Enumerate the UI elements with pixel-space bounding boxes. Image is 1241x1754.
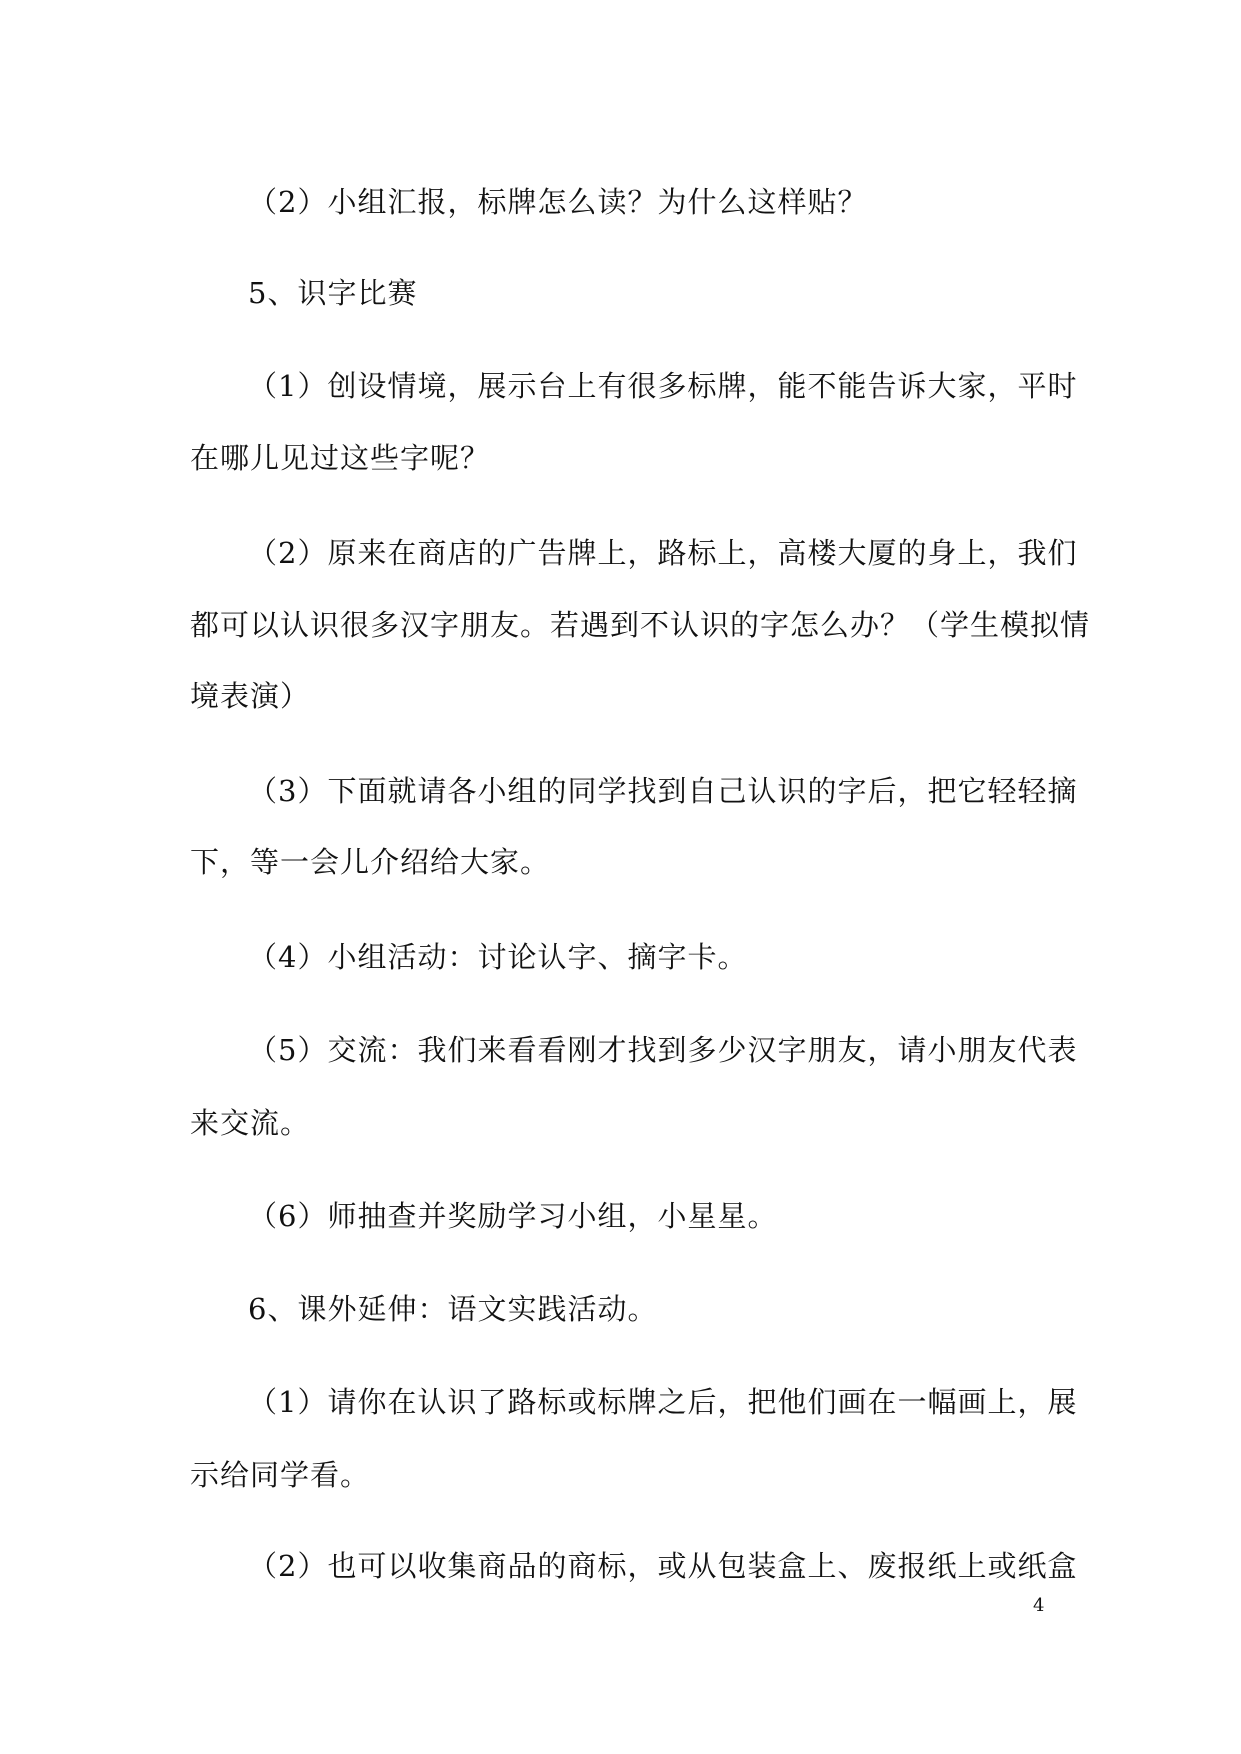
text-line-8: （3）下面就请各小组的同学找到自己认识的字后，把它轻轻摘 <box>248 774 1078 808</box>
text-line-4: 在哪儿见过这些字呢？ <box>190 441 491 475</box>
text-line-5: （2）原来在商店的广告牌上，路标上，高楼大厦的身上，我们 <box>248 536 1078 570</box>
text-line-2: 5、识字比赛 <box>248 276 418 310</box>
text-line-6: 都可以认识很多汉字朋友。若遇到不认识的字怎么办？（学生模拟情 <box>190 608 1091 642</box>
text-line-7: 境表演） <box>190 679 311 713</box>
text-line-9: 下，等一会儿介绍给大家。 <box>190 845 551 879</box>
page-number: 4 <box>1033 1595 1045 1616</box>
text-line-1: （2）小组汇报，标牌怎么读？为什么这样贴？ <box>248 185 868 219</box>
text-line-3: （1）创设情境，展示台上有很多标牌，能不能告诉大家，平时 <box>248 369 1078 403</box>
text-line-13: （6）师抽查并奖励学习小组，小星星。 <box>248 1199 778 1233</box>
text-line-11: （5）交流：我们来看看刚才找到多少汉字朋友，请小朋友代表 <box>248 1033 1078 1067</box>
text-line-15: （1）请你在认识了路标或标牌之后，把他们画在一幅画上，展 <box>248 1385 1078 1419</box>
text-line-10: （4）小组活动：讨论认字、摘字卡。 <box>248 940 748 974</box>
text-line-12: 来交流。 <box>190 1106 311 1140</box>
text-line-16: 示给同学看。 <box>190 1458 371 1492</box>
text-line-14: 6、课外延伸：语文实践活动。 <box>248 1292 658 1326</box>
text-line-17: （2）也可以收集商品的商标，或从包装盒上、废报纸上或纸盒 <box>248 1549 1078 1583</box>
